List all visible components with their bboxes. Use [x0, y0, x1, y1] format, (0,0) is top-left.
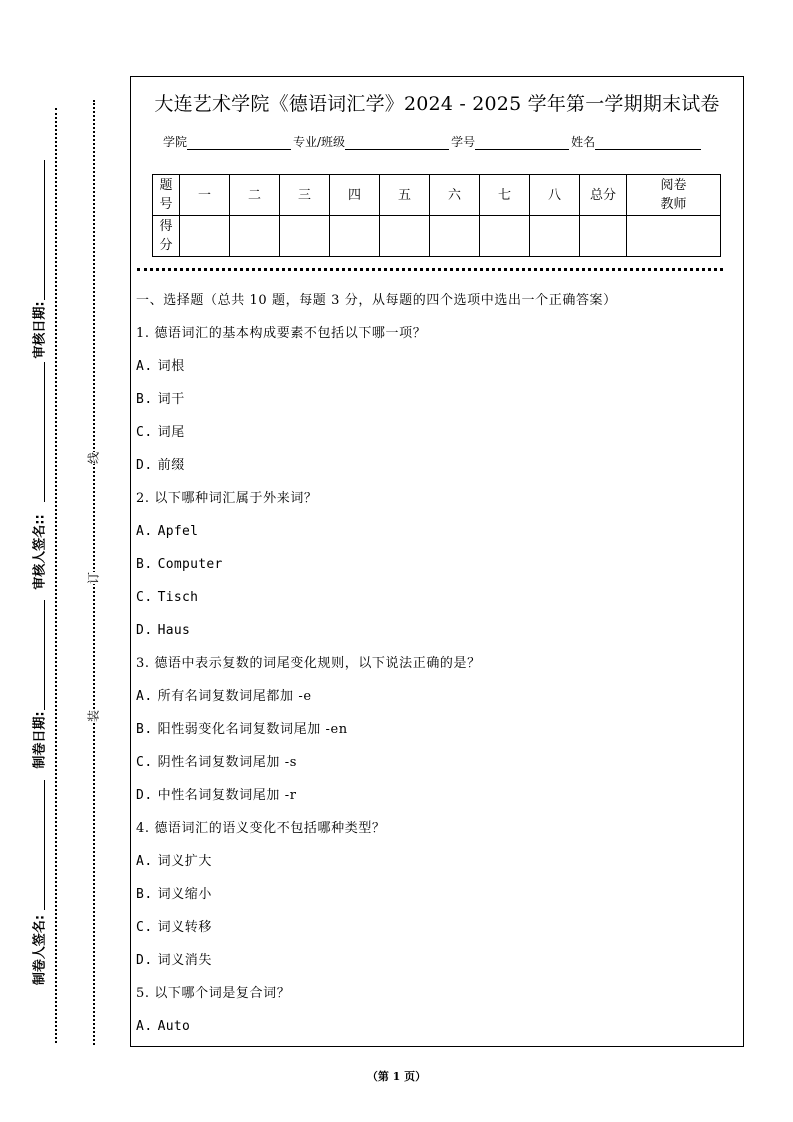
signature-line	[44, 780, 45, 910]
reviewer-signature-cell[interactable]	[627, 216, 721, 257]
answer-option[interactable]: B. 阳性弱变化名词复数词尾加 -en	[136, 722, 348, 737]
score-table-header-row	[153, 175, 721, 216]
answer-option[interactable]: D. 词义消失	[136, 953, 212, 968]
exam-title: 大连艺术学院《德语词汇学》2024 - 2025 学年第一学期期末试卷	[154, 93, 720, 115]
total-score-cell[interactable]	[580, 216, 627, 257]
score-column-header: 八	[530, 175, 580, 216]
bind-char-bind: 装	[83, 710, 104, 722]
question-stem: 2. 以下哪种词汇属于外来词？	[136, 491, 318, 506]
major-class-label: 专业/班级	[293, 135, 346, 149]
answer-option[interactable]: C. Tisch	[136, 590, 199, 605]
signature-line	[44, 160, 45, 300]
score-column-header: 七	[480, 175, 530, 216]
answer-option[interactable]: D. 中性名词复数词尾加 -r	[136, 788, 297, 803]
score-column-header: 四	[330, 175, 380, 216]
answer-option[interactable]: A. 词根	[136, 359, 185, 374]
score-cell[interactable]	[480, 216, 530, 257]
exam-frame	[130, 76, 744, 1047]
score-column-header: 六	[430, 175, 480, 216]
total-score-header: 总分	[580, 175, 627, 216]
score-cell[interactable]	[530, 216, 580, 257]
score-cell[interactable]	[330, 216, 380, 257]
answer-option[interactable]: C. 阴性名词复数词尾加 -s	[136, 755, 297, 770]
answer-option[interactable]: D. Haus	[136, 623, 191, 638]
signature-line	[44, 600, 45, 710]
score-cell[interactable]	[380, 216, 430, 257]
college-field[interactable]	[187, 135, 291, 150]
score-column-header: 一	[180, 175, 230, 216]
answer-option[interactable]: A. Apfel	[136, 524, 199, 539]
score-row-header: 得 分	[153, 216, 180, 257]
answer-option[interactable]: D. 前缀	[136, 458, 185, 473]
score-cell[interactable]	[230, 216, 280, 257]
page-number: （第 1 页）	[366, 1070, 427, 1083]
reviewer-header: 阅卷 教师	[627, 175, 721, 216]
question-stem: 3. 德语中表示复数的词尾变化规则，以下说法正确的是？	[136, 656, 481, 671]
answer-option[interactable]: A. 词义扩大	[136, 854, 212, 869]
review-date-label: 审核日期:	[32, 301, 48, 359]
question-list	[136, 291, 733, 1050]
score-column-header: 五	[380, 175, 430, 216]
question-stem: 5. 以下哪个词是复合词？	[136, 986, 291, 1001]
answer-option[interactable]: A. Auto	[136, 1019, 191, 1034]
score-table	[152, 174, 721, 257]
score-cell[interactable]	[430, 216, 480, 257]
answer-option[interactable]: A. 所有名词复数词尾都加 -e	[136, 689, 312, 704]
answer-option[interactable]: B. 词干	[136, 392, 185, 407]
dotted-margin-line	[55, 108, 57, 1043]
student-id-label: 学号	[451, 135, 476, 149]
answer-option[interactable]: B. Computer	[136, 557, 223, 572]
reviewer-signature-label: 审核人签名::	[32, 514, 48, 590]
paper-maker-signature-label: 制卷人签名:	[32, 914, 48, 986]
question-stem: 4. 德语词汇的语义变化不包括哪种类型？	[136, 821, 386, 836]
answer-option[interactable]: C. 词义转移	[136, 920, 212, 935]
signature-line	[44, 362, 45, 502]
question-number-header: 题 号	[153, 175, 180, 216]
score-column-header: 二	[230, 175, 280, 216]
dotted-divider	[137, 268, 723, 271]
score-cell[interactable]	[180, 216, 230, 257]
major-class-field[interactable]	[345, 135, 449, 150]
student-id-field[interactable]	[475, 135, 569, 150]
score-cell[interactable]	[280, 216, 330, 257]
college-label: 学院	[163, 135, 188, 149]
answer-option[interactable]: C. 词尾	[136, 425, 185, 440]
student-info-row	[163, 133, 703, 150]
name-field[interactable]	[595, 135, 701, 150]
question-stem: 1. 德语词汇的基本构成要素不包括以下哪一项？	[136, 326, 427, 341]
bind-char-line: 线	[83, 452, 104, 464]
answer-option[interactable]: B. 词义缩小	[136, 887, 212, 902]
section-title: 一、选择题（总共 10 题，每题 3 分，从每题的四个选项中选出一个正确答案）	[136, 293, 617, 308]
score-table-score-row	[153, 216, 721, 257]
name-label: 姓名	[571, 135, 596, 149]
paper-date-label: 制卷日期:	[32, 711, 48, 769]
bind-char-staple: 订	[83, 572, 104, 584]
score-column-header: 三	[280, 175, 330, 216]
